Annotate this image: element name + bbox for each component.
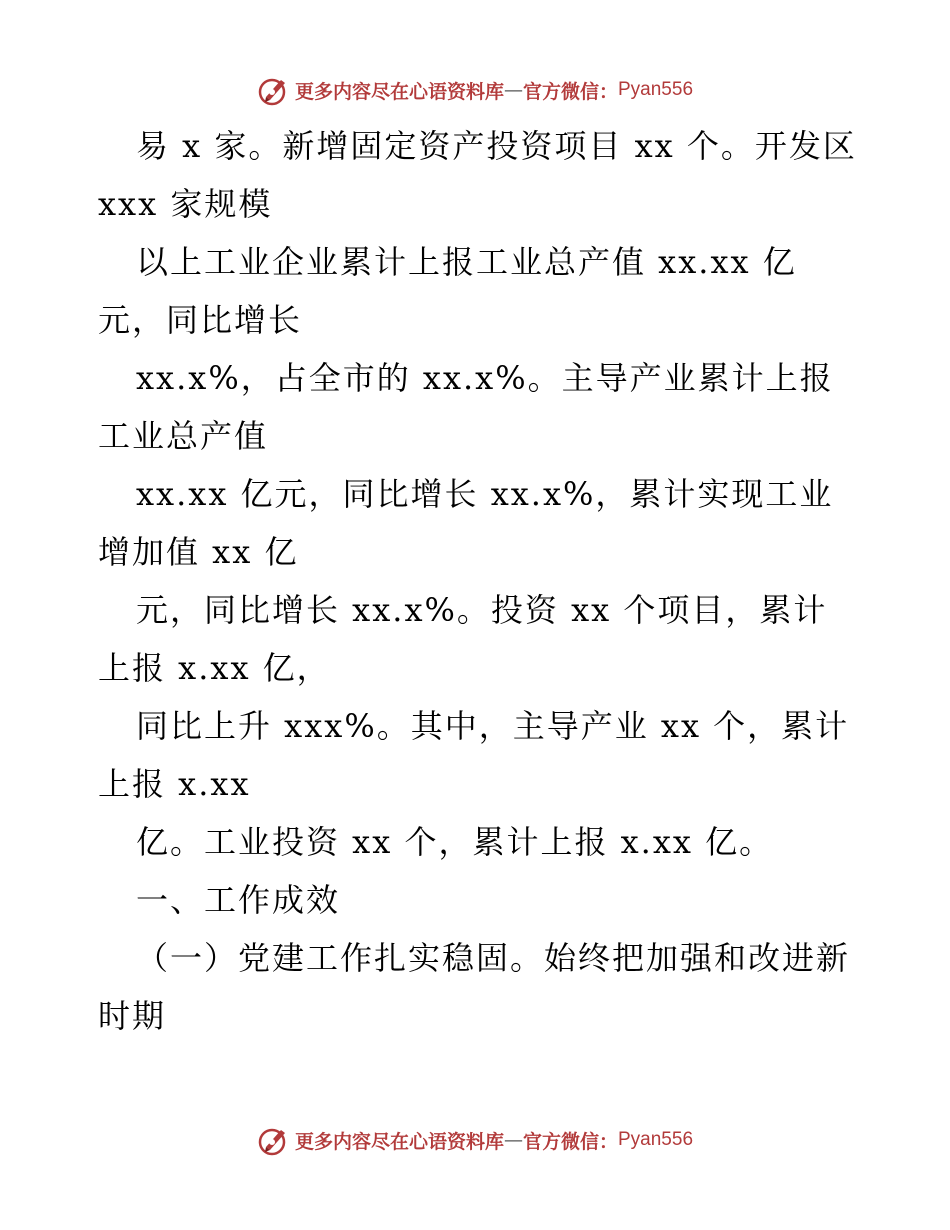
watermark-contact-id: Pyan556 [618,1129,694,1150]
text-line: xx.x%，占全市的 xx.x%。主导产业累计上报 [136,359,834,397]
text-line: 元，同比增长 [98,301,303,339]
text-line: 易 x 家。新增固定资产投资项目 xx 个。开发区 [136,127,857,165]
watermark-separator: — [503,79,523,101]
watermark-contact-id: Pyan556 [618,79,694,100]
watermark-title: 更多内容尽在心语资料库 [294,80,504,103]
watermark-contact-label: 官方微信： [522,1130,618,1153]
text-line: 元，同比增长 xx.x%。投资 xx 个项目，累计 [136,591,828,629]
pen-logo-icon [257,73,291,107]
pen-logo-icon [257,1123,291,1157]
text-line: 以上工业企业累计上报工业总产值 xx.xx 亿 [136,243,797,281]
watermark-separator: — [503,1129,523,1151]
text-line: xxx 家规模 [98,185,273,223]
text-line: 时期 [98,997,167,1035]
watermark-title: 更多内容尽在心语资料库 [294,1130,504,1153]
text-line: 同比上升 xxx%。其中，主导产业 xx 个，累计 [136,707,850,745]
text-line: 工业总产值 [98,417,269,455]
watermark-contact-label: 官方微信： [522,80,618,103]
text-line: xx.xx 亿元，同比增长 xx.x%，累计实现工业 [136,475,834,513]
text-line: 亿。工业投资 xx 个，累计上报 x.xx 亿。 [136,823,774,861]
text-line: 一、工作成效 [136,881,341,919]
footer-watermark [0,1120,950,1160]
header-watermark [0,70,950,110]
text-line: 增加值 xx 亿 [98,533,299,571]
text-line: （一）党建工作扎实稳固。始终把加强和改进新 [136,939,851,977]
text-line: 上报 x.xx [98,765,251,803]
text-line: 上报 x.xx 亿， [98,649,331,687]
document-body [98,117,858,1045]
